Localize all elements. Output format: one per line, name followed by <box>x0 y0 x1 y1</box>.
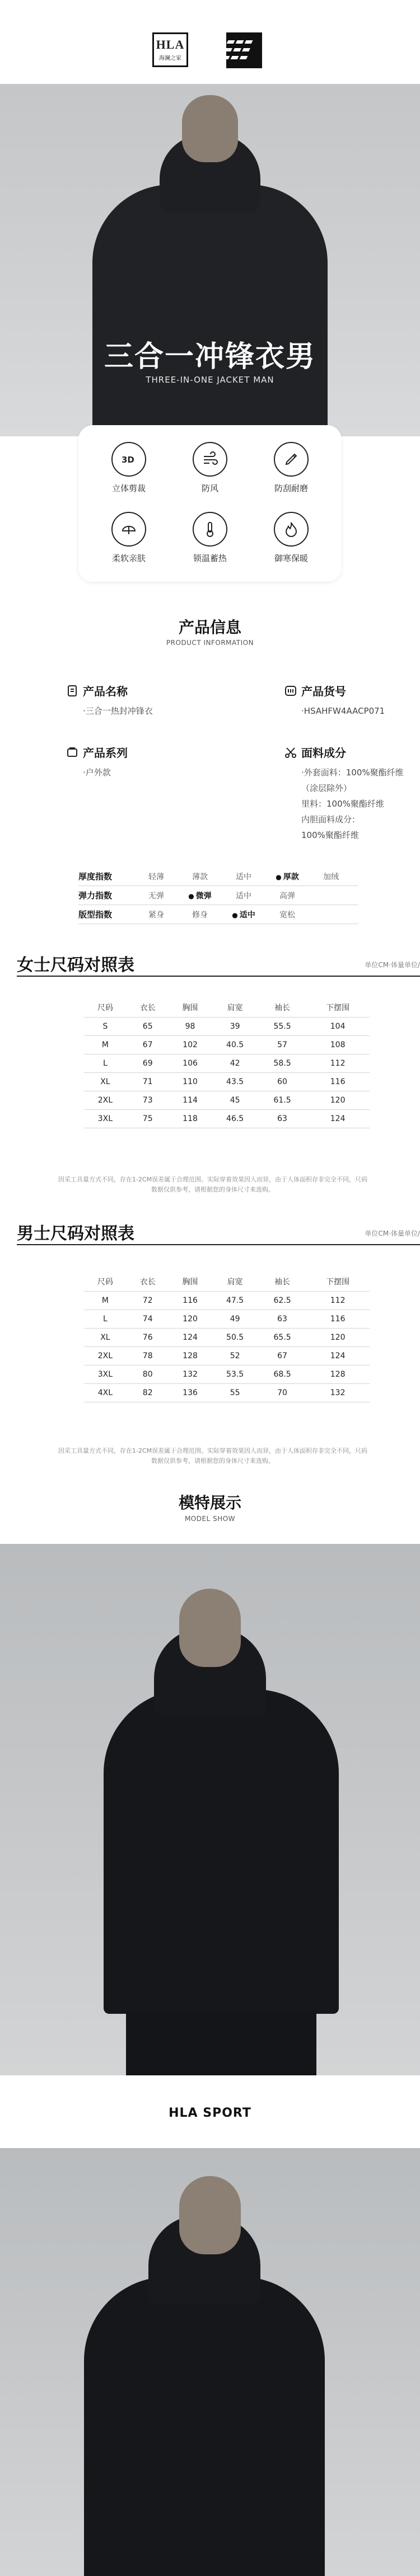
size-cell: 136 <box>169 1383 212 1402</box>
size-col-header: 袖长 <box>259 1273 306 1291</box>
product-series-value: ·户外款 <box>83 767 111 778</box>
hla-logo-subtext: 海澜之家 <box>159 55 181 62</box>
wear-resistant-icon <box>274 442 309 477</box>
index-option-selected: ● 微弹 <box>178 890 222 901</box>
size-cell: 114 <box>169 1091 212 1109</box>
size-cell: 116 <box>169 1291 212 1310</box>
table-row <box>84 1072 370 1091</box>
model-photo-1 <box>0 1544 420 2075</box>
size-cell: L <box>84 1054 127 1072</box>
index-key: 厚度指数 <box>78 872 113 882</box>
index-option: 薄款 <box>192 872 208 882</box>
feature-windproof <box>176 442 244 503</box>
size-cell: 4XL <box>84 1383 127 1402</box>
size-cell: 70 <box>259 1383 306 1402</box>
feature-label: 锁温蓄热 <box>193 553 227 563</box>
size-cell: 57 <box>259 1035 306 1054</box>
size-cell: M <box>84 1291 127 1310</box>
fabric-line: 100%聚酯纤维 <box>301 830 359 840</box>
size-table-header-row <box>84 1273 370 1291</box>
trousers-silhouette <box>126 2011 316 2075</box>
size-cell: 106 <box>169 1054 212 1072</box>
fabric-line: ·外套面料：100%聚酯纤维 <box>301 767 404 778</box>
size-cell: 124 <box>169 1328 212 1346</box>
size-cell: 128 <box>306 1365 370 1383</box>
product-name-label: 产品名称 <box>83 685 128 698</box>
table-row <box>84 1383 370 1402</box>
index-option: 轻薄 <box>148 872 164 882</box>
index-option-selected: ● 厚款 <box>265 871 309 882</box>
size-col-header: 尺码 <box>84 999 127 1017</box>
size-cell: 78 <box>127 1346 169 1365</box>
size-cell: 67 <box>259 1346 306 1365</box>
size-cell: 71 <box>127 1072 169 1091</box>
jacket-silhouette <box>92 185 328 436</box>
size-cell: 120 <box>306 1091 370 1109</box>
feature-3d-cut <box>95 442 162 503</box>
index-key: 版型指数 <box>78 910 113 920</box>
size-cell: 98 <box>169 1017 212 1035</box>
size-cell: 116 <box>306 1310 370 1328</box>
hla-logo <box>152 32 188 67</box>
table-row <box>84 1328 370 1346</box>
men-size-unit: 单位CM·体量单位/ <box>365 1230 420 1237</box>
table-row <box>84 1017 370 1035</box>
size-cell: 52 <box>211 1346 258 1365</box>
product-sku-heading <box>284 682 420 699</box>
size-cell: 110 <box>169 1072 212 1091</box>
size-cell: 108 <box>306 1035 370 1054</box>
sport-logo-icon <box>226 32 262 68</box>
size-cell: 116 <box>306 1072 370 1091</box>
size-cell: 65 <box>127 1017 169 1035</box>
men-size-table <box>84 1273 370 1402</box>
size-cell: 60 <box>259 1072 306 1091</box>
fabric-line: 内胆面料成分： <box>301 814 361 825</box>
fabric-block <box>284 744 420 843</box>
men-size-note: 因采工具量方式不同，存在1-2CM误差属于合理范围。实际穿着效果因人而异，由于人体面积存非完全不同，尺码数据仅供参考，请根据您的身体尺寸来选购。 <box>58 1447 368 1464</box>
product-series-label: 产品系列 <box>83 746 128 760</box>
size-cell: 43.5 <box>211 1072 258 1091</box>
women-size-note: 因采工具量方式不同，存在1-2CM误差属于合理范围。实际穿着效果因人而异，由于人体面积存非完全不同，尺码数据仅供参考，请根据您的身体尺寸来选购。 <box>58 1176 368 1193</box>
index-option: 高弹 <box>279 891 295 901</box>
size-cell: XL <box>84 1328 127 1346</box>
size-cell: 120 <box>306 1328 370 1346</box>
warm-lock-icon <box>193 512 227 547</box>
size-cell: 49 <box>211 1310 258 1328</box>
model-head-silhouette <box>182 95 238 162</box>
size-cell: 80 <box>127 1365 169 1383</box>
size-cell: 2XL <box>84 1091 127 1109</box>
size-cell: 128 <box>169 1346 212 1365</box>
size-cell: L <box>84 1310 127 1328</box>
table-row <box>84 1109 370 1128</box>
feature-label: 立体剪裁 <box>111 483 146 493</box>
size-cell: 69 <box>127 1054 169 1072</box>
table-row <box>84 1365 370 1383</box>
size-cell: 42 <box>211 1054 258 1072</box>
feature-soft-comfort <box>95 512 162 573</box>
product-sku-block <box>284 682 420 719</box>
model-head-silhouette <box>179 2176 241 2254</box>
logo-bar <box>0 0 420 84</box>
size-cell: 40.5 <box>211 1035 258 1054</box>
hero-subtitle: THREE-IN-ONE JACKET MAN <box>146 375 274 385</box>
windproof-icon <box>193 442 227 477</box>
product-name-block <box>66 682 212 719</box>
size-col-header: 胸围 <box>169 1273 212 1291</box>
fabric-lines <box>284 765 420 843</box>
size-col-header: 下摆围 <box>306 999 370 1017</box>
table-row <box>84 1054 370 1072</box>
soft-comfort-icon <box>111 512 146 547</box>
index-option: 适中 <box>236 872 251 882</box>
product-index-table <box>78 867 358 924</box>
product-name-value: ·三合一热封冲锋衣 <box>83 706 153 716</box>
size-cell: 104 <box>306 1017 370 1035</box>
thickness-index-row <box>78 867 358 886</box>
size-cell: 53.5 <box>211 1365 258 1383</box>
size-cell: 3XL <box>84 1365 127 1383</box>
size-cell: 124 <box>306 1346 370 1365</box>
product-sku-value: ·HSAHFW4AACP071 <box>301 706 385 716</box>
size-table-header-row <box>84 999 370 1017</box>
size-cell: 47.5 <box>211 1291 258 1310</box>
size-cell: 112 <box>306 1054 370 1072</box>
size-col-header: 胸围 <box>169 999 212 1017</box>
index-option: 无弹 <box>148 891 164 901</box>
fabric-line: 里料：100%聚酯纤维 <box>301 799 384 809</box>
fabric-heading <box>284 744 420 760</box>
product-name-heading <box>66 682 212 699</box>
index-key: 弹力指数 <box>78 891 113 901</box>
size-cell: 58.5 <box>259 1054 306 1072</box>
jacket-silhouette <box>84 2277 325 2576</box>
features-card <box>78 425 342 582</box>
women-size-divider <box>17 976 420 977</box>
barcode-icon <box>284 685 297 697</box>
index-option: 适中 <box>236 891 251 901</box>
fit-index-row <box>78 905 358 924</box>
model-photo-2 <box>0 2148 420 2576</box>
size-cell: XL <box>84 1072 127 1091</box>
size-cell: 39 <box>211 1017 258 1035</box>
size-cell: 55 <box>211 1383 258 1402</box>
cold-protection-icon <box>274 512 309 547</box>
feature-cold-protection <box>258 512 325 573</box>
size-cell: 76 <box>127 1328 169 1346</box>
document-icon <box>66 685 78 697</box>
index-option: 修身 <box>192 910 208 920</box>
size-col-header: 肩宽 <box>211 999 258 1017</box>
size-cell: S <box>84 1017 127 1035</box>
product-series-block <box>66 744 212 780</box>
size-cell: 63 <box>259 1310 306 1328</box>
size-col-header: 尺码 <box>84 1273 127 1291</box>
product-series-heading <box>66 744 212 760</box>
product-sku-label: 产品货号 <box>301 685 346 698</box>
fabric-line: （涂层除外） <box>301 783 352 793</box>
size-cell: 132 <box>306 1383 370 1402</box>
size-cell: 67 <box>127 1035 169 1054</box>
men-size-title: 男士尺码对照表 <box>17 1224 134 1244</box>
size-cell: 75 <box>127 1109 169 1128</box>
size-col-header: 下摆围 <box>306 1273 370 1291</box>
size-cell: 68.5 <box>259 1365 306 1383</box>
table-row <box>84 1346 370 1365</box>
size-cell: 62.5 <box>259 1291 306 1310</box>
women-size-title: 女士尺码对照表 <box>17 955 134 975</box>
size-cell: 120 <box>169 1310 212 1328</box>
size-cell: 46.5 <box>211 1109 258 1128</box>
model-head-silhouette <box>179 1589 241 1667</box>
size-cell: 124 <box>306 1109 370 1128</box>
table-row <box>84 1291 370 1310</box>
men-size-header <box>0 1219 420 1242</box>
size-cell: 72 <box>127 1291 169 1310</box>
feature-label: 柔软亲肤 <box>111 553 146 563</box>
women-size-table <box>84 999 370 1128</box>
hero-image <box>0 84 420 436</box>
size-cell: 61.5 <box>259 1091 306 1109</box>
feature-wear-resistant <box>258 442 325 503</box>
folder-icon <box>66 746 78 759</box>
size-cell: 63 <box>259 1109 306 1128</box>
size-col-header: 衣长 <box>127 1273 169 1291</box>
size-cell: 102 <box>169 1035 212 1054</box>
scissors-icon <box>284 746 297 759</box>
feature-label: 御寒保暖 <box>274 553 308 563</box>
hla-logo-text: HLA <box>156 37 185 51</box>
size-cell: 2XL <box>84 1346 127 1365</box>
size-cell: 55.5 <box>259 1017 306 1035</box>
svg-text:3D: 3D <box>122 455 134 465</box>
size-cell: 73 <box>127 1091 169 1109</box>
size-cell: 112 <box>306 1291 370 1310</box>
women-size-unit: 单位CM·体量单位/ <box>365 961 420 969</box>
index-option-selected: ● 适中 <box>222 909 265 920</box>
feature-warm-lock <box>176 512 244 573</box>
index-option: 紧身 <box>148 910 164 920</box>
index-option: 加绒 <box>323 872 339 882</box>
size-col-header: 肩宽 <box>211 1273 258 1291</box>
model-show-subtitle: MODEL SHOW <box>184 1515 236 1523</box>
model-show-title: 模特展示 <box>178 1494 241 1512</box>
size-cell: 132 <box>169 1365 212 1383</box>
index-option: 宽松 <box>279 910 295 920</box>
3d-cut-icon <box>111 442 146 477</box>
size-col-header: 袖长 <box>259 999 306 1017</box>
hla-sport-label: HLA SPORT <box>169 2106 251 2120</box>
fabric-label: 面料成分 <box>301 746 346 760</box>
size-cell: 3XL <box>84 1109 127 1128</box>
size-cell: 65.5 <box>259 1328 306 1346</box>
feature-label: 防刮耐磨 <box>274 483 308 493</box>
men-size-divider <box>17 1244 420 1245</box>
size-cell: 45 <box>211 1091 258 1109</box>
size-cell: 82 <box>127 1383 169 1402</box>
women-size-header <box>0 951 420 973</box>
table-row <box>84 1091 370 1109</box>
hero-title: 三合一冲锋衣男 <box>104 340 316 374</box>
table-row <box>84 1310 370 1328</box>
jacket-silhouette <box>104 1689 339 2014</box>
size-cell: 118 <box>169 1109 212 1128</box>
product-info-subtitle: PRODUCT INFORMATION <box>166 639 254 647</box>
size-cell: 50.5 <box>211 1328 258 1346</box>
elasticity-index-row <box>78 886 358 905</box>
table-row <box>84 1035 370 1054</box>
product-info-title: 产品信息 <box>178 618 241 637</box>
size-cell: M <box>84 1035 127 1054</box>
feature-label: 防风 <box>201 483 218 493</box>
size-cell: 74 <box>127 1310 169 1328</box>
size-col-header: 衣长 <box>127 999 169 1017</box>
